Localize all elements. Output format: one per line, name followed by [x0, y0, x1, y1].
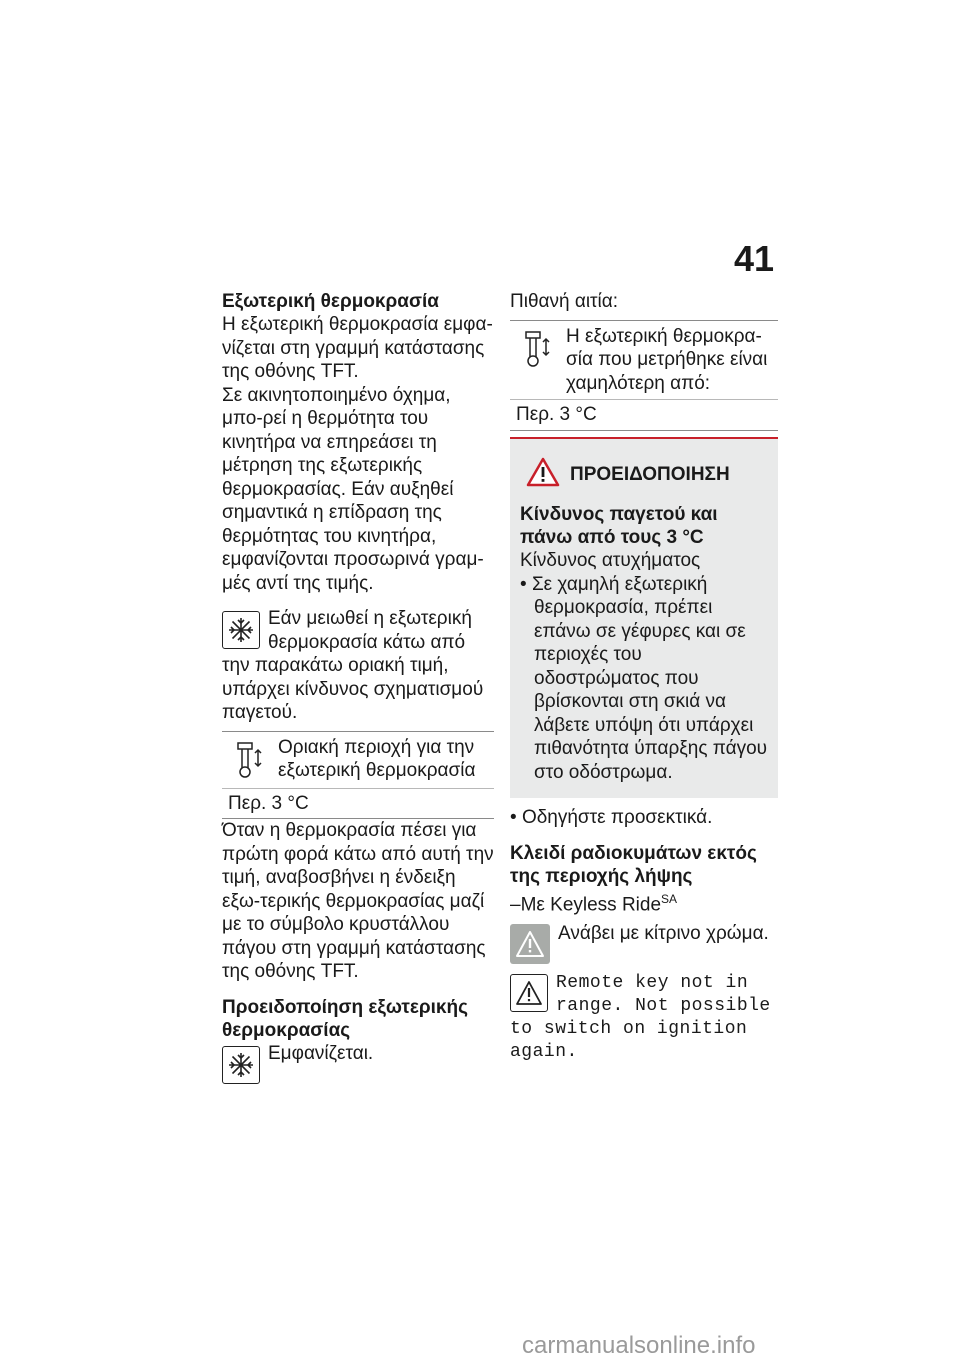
thermometer-icon [516, 327, 558, 371]
tft-message: Remote key not in range. Not possible to switch on ignition again. [510, 973, 771, 1063]
yellow-light-paragraph: Ανάβει με κίτρινο χρώμα. [510, 922, 778, 946]
table-value: Περ. 3 °C [222, 788, 494, 819]
section-heading-temperature-warning: Προειδοποίηση εξωτερικής θερμοκρασίας [222, 996, 468, 1041]
paragraph: Η εξωτερική θερμοκρασία εμφα-νίζεται στη γραμμή κατάστασης της οθόνης TFT. [222, 314, 493, 382]
paragraph: Πιθανή αιτία: [510, 291, 619, 312]
keyless-ride-note: –Με Keyless Ride$^{SA}$ [510, 891, 678, 915]
warning-triangle-icon [510, 974, 548, 1012]
paragraph: Όταν η θερμοκρασία πέσει για πρώτη φορά κάτω από αυτή την τιμή, αναβοσβήνει η ένδειξη εξω-τερικής θερμοκρασίας μαζί με το σύμβολο κρυστάλλου πάγου στη γραμμή κατάστασης της οθόνης TFT. [222, 820, 494, 982]
frost-paragraph: Εάν μειωθεί η εξωτερική θερμοκρασία κάτω από την παρακάτω οριακή τιμή, υπάρχει κίνδυνος σχηματισμού παγετού. [222, 608, 484, 723]
snowflake-icon [222, 1046, 260, 1084]
limit-table: Οριακή περιοχή για την εξωτερική θερμοκρασία Περ. 3 °C [222, 731, 494, 820]
measured-table: Η εξωτερική θερμοκρα-σία που μετρήθηκε είναι χαμηλότερη από: Περ. 3 °C [510, 320, 778, 431]
thermometer-icon [228, 738, 270, 782]
list-item: • Σε χαμηλή εξωτερική θερμοκρασία, πρέπει επάνω σε γέφυρες και σε περιοχές του οδοστρώματος που βρίσκονται στη σκιά να λάβετε υπόψη ότι υπάρχει πιθανότητα ύπαρξης πάγου στο οδόστρωμα. [520, 573, 768, 783]
list-item: • Οδηγήστε προσεκτικά. [510, 807, 713, 828]
paragraph: Σε ακινητοποιημένο όχημα, μπο-ρεί η θερμότητα του κινητήρα να επηρεάσει τη μέτρηση της εξωτερικής θερμοκρασίας. Εάν αυξηθεί σημαντικά η επίδραση της θερμότητας του κινητήρα, εμφανίζονται προσωρινά γραμ-μές αντί της τιμής. [222, 384, 484, 594]
warning-box [510, 437, 778, 799]
warning-title: ΠΡΟΕΙΔΟΠΟΙΗΣΗ [526, 457, 768, 494]
table-value: Περ. 3 °C [510, 399, 778, 430]
section-heading-outside-temperature: Εξωτερική θερμοκρασία [222, 291, 439, 312]
warning-heading: Κίνδυνος παγετού και πάνω από τους 3 °C [520, 504, 718, 548]
right-column [510, 290, 778, 1064]
warning-triangle-icon [510, 924, 550, 964]
page-number: 41 [733, 238, 774, 279]
warning-subheading: Κίνδυνος ατυχήματος [520, 550, 701, 571]
snowflake-icon [222, 611, 260, 649]
left-column [222, 290, 494, 1086]
section-heading-key-out-of-range: Κλειδί ραδιοκυμάτων εκτός της περιοχής λήψης [510, 842, 757, 887]
watermark: carmanualsonline.info [522, 1332, 756, 1359]
appears-paragraph: Εμφανίζεται. [222, 1042, 494, 1066]
warning-triangle-icon [526, 457, 560, 494]
